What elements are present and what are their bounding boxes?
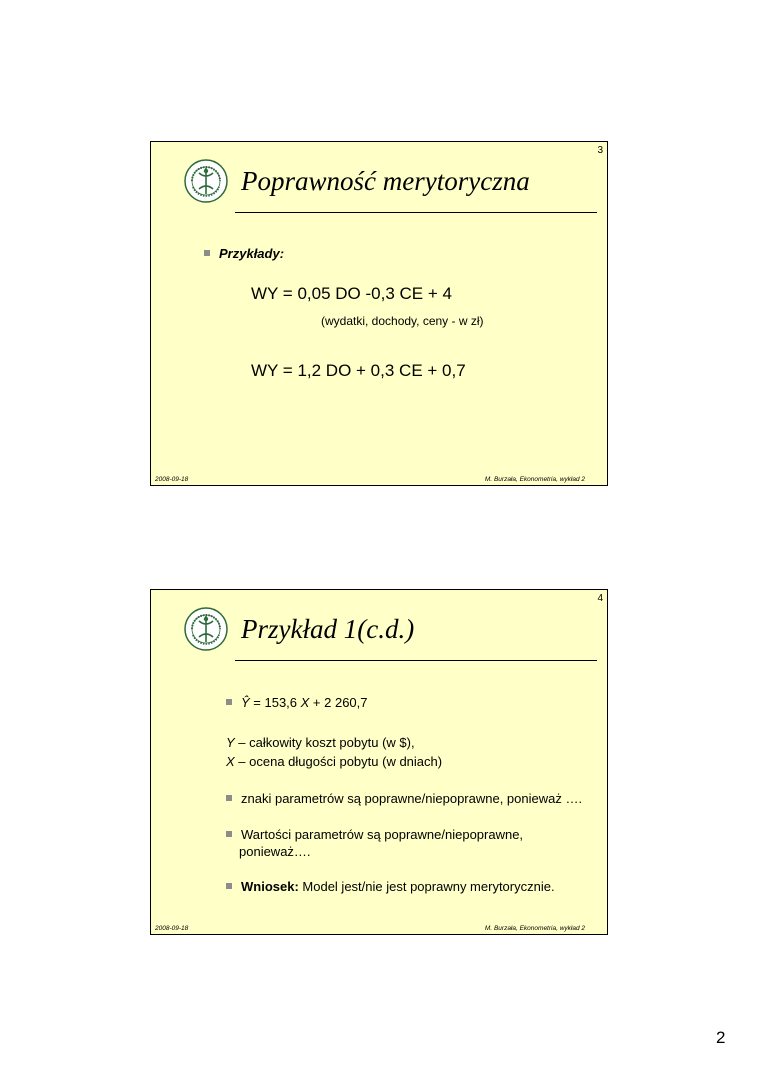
square-bullet-icon — [226, 699, 232, 705]
y-hat-symbol: Ŷ — [241, 695, 250, 710]
title-divider — [235, 660, 597, 661]
university-seal-logo — [184, 607, 228, 651]
slide-number: 4 — [597, 593, 603, 604]
parameter-values-text-line1: Wartości parametrów są poprawne/niepoprawne, — [241, 827, 524, 842]
university-seal-logo — [184, 159, 228, 203]
x-description: – ocena długości pobytu (w dniach) — [234, 754, 443, 769]
footer-date: 2008-09-18 — [155, 925, 189, 932]
slide-title: Przykład 1(c.d.) — [241, 614, 415, 644]
x-symbol: X — [226, 754, 235, 769]
examples-bullet — [204, 246, 284, 261]
y-symbol: Y — [226, 735, 235, 750]
parameter-signs-text: znaki parametrów są poprawne/niepoprawne, ponieważ …. — [241, 791, 583, 806]
footer-date: 2008-09-18 — [155, 476, 189, 483]
x-symbol: X — [300, 695, 310, 710]
slide-number: 3 — [597, 145, 603, 156]
bullet-parameter-signs — [226, 791, 582, 806]
footer-author: M. Burzała, Ekonometria, wykład 2 — [484, 476, 585, 483]
conclusion-label: Wniosek: — [241, 879, 299, 894]
square-bullet-icon — [204, 250, 210, 256]
slide-4 — [150, 589, 608, 935]
page-number: 2 — [716, 1028, 726, 1047]
equation-note: (wydatki, dochody, ceny - w zł) — [321, 314, 484, 328]
square-bullet-icon — [226, 831, 232, 837]
bullet-conclusion — [226, 879, 555, 894]
square-bullet-icon — [226, 883, 232, 889]
variable-x-definition — [226, 754, 442, 769]
equation-1: WY = 0,05 DO -0,3 CE + 4 — [251, 284, 452, 303]
parameter-values-text-line2: ponieważ…. — [239, 844, 311, 859]
slide-title: Poprawność merytoryczna — [241, 166, 530, 196]
model-equation — [226, 695, 368, 710]
y-description: – całkowity koszt pobytu (w $), — [234, 735, 415, 750]
conclusion-text: Model jest/nie jest poprawny merytorycznie. — [298, 879, 555, 894]
title-divider — [235, 212, 597, 213]
bullet-parameter-values — [226, 827, 523, 842]
variable-y-definition — [226, 735, 415, 750]
equation-2: WY = 1,2 DO + 0,3 CE + 0,7 — [251, 361, 466, 380]
footer-author: M. Burzała, Ekonometria, wykład 2 — [484, 925, 585, 932]
examples-label: Przykłady: — [219, 246, 285, 261]
slide-3 — [150, 141, 608, 486]
model-intercept: + 2 260,7 — [309, 695, 368, 710]
model-coef: = 153,6 — [249, 695, 301, 710]
square-bullet-icon — [226, 795, 232, 801]
